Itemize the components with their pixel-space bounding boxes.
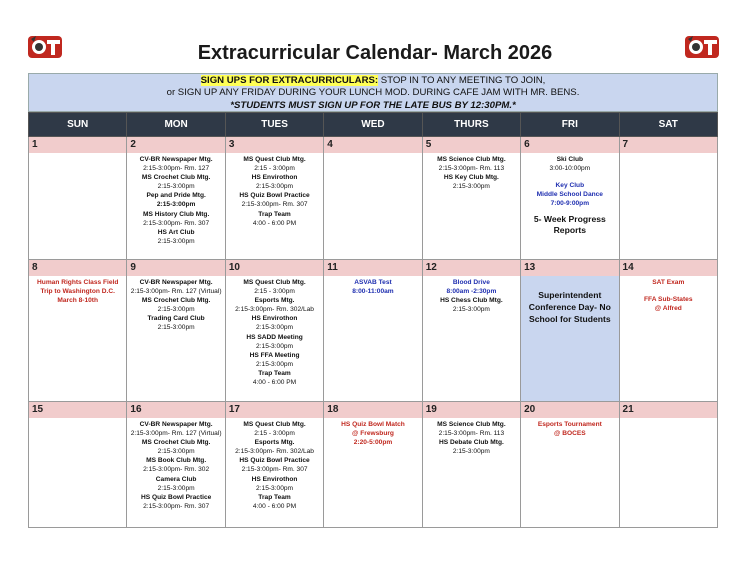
day-cell-5 — [422, 137, 520, 260]
event-title: CV-BR Newspaper Mtg. — [139, 421, 213, 428]
day-cell-18 — [324, 402, 422, 528]
weekday-thu: THURS — [422, 113, 520, 137]
day-number: 7 — [620, 137, 717, 153]
event-time: 2:15-3:00pm — [452, 448, 490, 456]
event-title: HS Quiz Bowl Practice — [140, 493, 212, 501]
event-time: 2:15 - 3:00pm — [254, 165, 295, 173]
day-cell-16 — [127, 402, 225, 528]
day-cell-7 — [619, 137, 717, 260]
day-number: 21 — [620, 402, 717, 418]
day-cell-20 — [521, 402, 619, 528]
day-cell-11 — [324, 260, 422, 402]
day-events — [127, 418, 224, 511]
event-title: HS Quiz Bowl Match — [341, 421, 405, 428]
event-time: 2:15-3:00pm — [256, 324, 294, 332]
day-events — [324, 276, 421, 296]
event-time: 2:15-3:00pm- Rm. 127 (Virtual) — [130, 430, 222, 438]
day-number: 19 — [423, 402, 520, 418]
day-events — [29, 276, 126, 305]
event-time: 2:15-3:00pm- Rm. 302 — [143, 466, 210, 474]
weekday-sun: SUN — [29, 113, 127, 137]
signup-banner — [28, 73, 718, 112]
day-cell-15 — [29, 402, 127, 528]
event-title: HS Key Club Mtg. — [443, 174, 499, 182]
day-events — [521, 153, 618, 236]
day-number: 8 — [29, 260, 126, 276]
day-number: 1 — [29, 137, 126, 153]
event-title: Trap Team — [258, 493, 291, 501]
event-time: 4:00 - 6:00 PM — [252, 502, 297, 510]
day-events — [423, 418, 520, 456]
day-number: 13 — [521, 260, 618, 276]
event-time: 2:15-3:00pm — [256, 484, 294, 492]
banner-highlight: SIGN UPS FOR EXTRACURRICULARS: — [200, 75, 379, 86]
event-title: Trap Team — [258, 210, 291, 218]
day-cell-8 — [29, 260, 127, 402]
day-cell-2 — [127, 137, 225, 260]
day-cell-4 — [324, 137, 422, 260]
event-time: 3:00-10:00pm — [549, 165, 591, 173]
event-title: Esports Mtg. — [254, 439, 295, 447]
event-time: 4:00 - 6:00 PM — [252, 219, 297, 227]
event-time: 2:15-3:00pm — [452, 306, 490, 314]
event-title: HS Quiz Bowl Practice — [239, 457, 310, 465]
weekday-header-row — [29, 113, 718, 137]
event-title: Trap Team — [258, 369, 291, 377]
event-title: MS Quest Club Mtg. — [243, 156, 306, 163]
day-number: 4 — [324, 137, 421, 153]
event-time: 2:15 - 3:00pm — [254, 430, 295, 438]
day-events — [226, 276, 323, 387]
event-time: 2:15-3:00pm — [157, 484, 195, 492]
day-cell-1 — [29, 137, 127, 260]
event-time: 2:15-3:00pm- Rm. 307 — [241, 466, 308, 474]
event-time: 2:20-5:00pm — [353, 439, 393, 447]
event-title: MS Crochet Club Mtg. — [141, 174, 211, 182]
day-cell-21 — [619, 402, 717, 528]
event-time: 2:15-3:00pm- Rm. 113 — [438, 165, 505, 173]
event-time: 8:00am -2:30pm — [446, 288, 497, 296]
event-title: HS Art Club — [157, 228, 195, 236]
day-number: 15 — [29, 402, 126, 418]
event-title: MS History Club Mtg. — [142, 210, 210, 218]
day-number: 5 — [423, 137, 520, 153]
day-cell-13 — [521, 260, 619, 402]
day-events — [423, 153, 520, 191]
event-title: ASVAB Test — [354, 279, 392, 286]
event-title: HS FFA Meeting — [249, 351, 300, 359]
event-time: 2:15-3:00pm- Rm. 307 — [143, 502, 210, 510]
event-location: @ BOCES — [553, 430, 586, 438]
day-cell-12 — [422, 260, 520, 402]
no-school-note: Superintendent Conference Day- No School for Students — [528, 290, 611, 324]
event-title: MS Crochet Club Mtg. — [141, 297, 211, 305]
event-title: CV-BR Newspaper Mtg. — [139, 279, 213, 286]
event-title: Camera Club — [155, 475, 197, 483]
event-location: @ Alfred — [654, 305, 682, 313]
day-number: 18 — [324, 402, 421, 418]
event-time: 2:15-3:00pm — [157, 237, 195, 245]
event-time: March 8-10th — [57, 297, 99, 305]
day-events — [521, 418, 618, 438]
banner-line2: or SIGN UP ANY FRIDAY DURING YOUR LUNCH MOD. DURING CAFE JAM WITH MR. BENS. — [166, 87, 580, 99]
event-title: MS Crochet Club Mtg. — [141, 439, 211, 447]
event-title: Esports Mtg. — [254, 297, 295, 305]
event-title: HS Chess Club Mtg. — [440, 297, 503, 305]
event-title: HS Envirothon — [251, 315, 298, 323]
day-cell-19 — [422, 402, 520, 528]
day-events — [324, 418, 421, 447]
event-time: 2:15-3:00pm- Rm. 307 — [241, 201, 308, 209]
day-number: 12 — [423, 260, 520, 276]
event-time: 2:15-3:00pm — [452, 183, 490, 191]
event-title: SAT Exam — [652, 279, 685, 286]
day-events — [127, 153, 224, 246]
event-time: 2:15 - 3:00pm — [254, 288, 295, 296]
day-number: 16 — [127, 402, 224, 418]
event-location: @ Frewsburg — [351, 430, 394, 438]
event-time: 2:15-3:00pm- Rm. 127 — [143, 165, 210, 173]
day-number: 11 — [324, 260, 421, 276]
progress-reports-note: 5- Week Progress Reports — [533, 214, 606, 236]
event-time: 2:15-3:00pm — [256, 342, 294, 350]
event-title: Human Rights Class Field Trip to Washington D.C. — [37, 279, 119, 296]
event-time: 4:00 - 6:00 PM — [252, 379, 297, 387]
weekday-wed: WED — [324, 113, 422, 137]
weekday-tue: TUES — [225, 113, 323, 137]
event-title: Middle School Dance — [536, 191, 603, 199]
event-title: HS Quiz Bowl Practice — [239, 192, 310, 200]
page-title: Extracurricular Calendar- March 2026 — [197, 42, 553, 64]
event-title: HS Debate Club Mtg. — [438, 439, 504, 447]
week-row — [29, 260, 718, 402]
event-time: 2:15-3:00pm- Rm. 113 — [438, 430, 505, 438]
event-title: FFA Sub-States — [644, 296, 693, 304]
event-title: Pep and Pride Mtg. — [146, 192, 206, 200]
event-title: Key Club — [555, 182, 585, 190]
event-time: 2:15-3:00pm — [157, 183, 195, 191]
event-time: 8:00-11:00am — [352, 288, 394, 296]
event-title: Blood Drive — [452, 279, 490, 286]
day-cell-9 — [127, 260, 225, 402]
day-number: 17 — [226, 402, 323, 418]
event-time: 2:15-3:00pm — [156, 201, 196, 209]
day-number: 6 — [521, 137, 618, 153]
day-cell-14 — [619, 260, 717, 402]
day-number: 10 — [226, 260, 323, 276]
event-time: 2:15-3:00pm — [256, 183, 294, 191]
day-events — [226, 418, 323, 511]
day-events — [620, 276, 717, 313]
week-row — [29, 137, 718, 260]
event-title: HS Envirothon — [251, 174, 298, 182]
day-events — [423, 276, 520, 314]
event-title: CV-BR Newspaper Mtg. — [139, 156, 213, 163]
event-title: MS Quest Club Mtg. — [243, 421, 306, 428]
banner-line3: *STUDENTS MUST SIGN UP FOR THE LATE BUS BY 12:30PM.* — [230, 99, 516, 111]
event-time: 2:15-3:00pm — [157, 324, 195, 332]
day-number: 14 — [620, 260, 717, 276]
event-time: 2:15-3:00pm — [157, 306, 195, 314]
event-title: HS Envirothon — [251, 475, 298, 483]
event-time: 2:15-3:00pm- Rm. 127 (Virtual) — [130, 288, 222, 296]
event-time: 2:15-3:00pm- Rm. 307 — [143, 219, 210, 227]
event-title: Trading Card Club — [147, 315, 205, 323]
weekday-fri: FRI — [521, 113, 619, 137]
week-row — [29, 402, 718, 528]
day-cell-6 — [521, 137, 619, 260]
event-time: 7:00-9:00pm — [550, 200, 590, 208]
event-title: Esports Tournament — [537, 421, 602, 428]
banner-line1: STOP IN TO ANY MEETING TO JOIN, — [378, 75, 546, 86]
event-title: MS Quest Club Mtg. — [243, 279, 306, 286]
weekday-sat: SAT — [619, 113, 717, 137]
day-number: 2 — [127, 137, 224, 153]
weekday-mon: MON — [127, 113, 225, 137]
day-number: 20 — [521, 402, 618, 418]
event-time: 2:15-3:00pm- Rm. 302/Lab — [235, 306, 314, 314]
event-title: HS SADD Meeting — [246, 333, 303, 341]
event-title: Ski Club — [556, 156, 584, 163]
event-time: 2:15-3:00pm — [157, 448, 195, 456]
event-title: MS Science Club Mtg. — [437, 156, 506, 163]
day-cell-10 — [225, 260, 323, 402]
event-time: 2:15-3:00pm — [256, 360, 294, 368]
day-cell-17 — [225, 402, 323, 528]
calendar-grid — [28, 112, 718, 528]
day-events — [226, 153, 323, 228]
event-title: MS Science Club Mtg. — [437, 421, 506, 428]
day-number: 9 — [127, 260, 224, 276]
day-cell-3 — [225, 137, 323, 260]
day-number: 3 — [226, 137, 323, 153]
event-title: MS Book Club Mtg. — [146, 457, 207, 465]
day-events — [127, 276, 224, 333]
event-time: 2:15-3:00pm- Rm. 302/Lab — [235, 448, 314, 456]
